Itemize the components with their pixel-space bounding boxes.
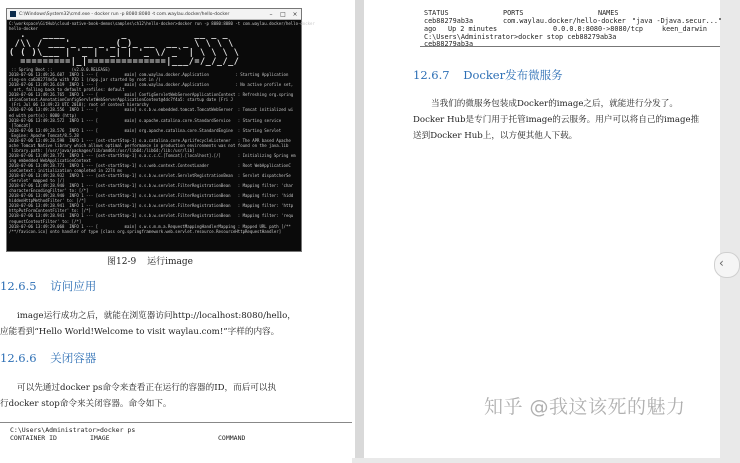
- section-heading-12-6-7: [413, 67, 563, 83]
- code-column-command: COMMAND: [218, 434, 246, 442]
- terminal-line: library.path: [/usr/java/packages/lib/amd64:/usr/lib64:/lib64:/lib:/usr/lib]: [9, 147, 195, 153]
- code-header-status: STATUS: [424, 9, 449, 17]
- terminal-line: 2018-07-06 13:49:28.941 INFO 1 --- [ost-startStop-1] o.s.b.w.servlet.FilterRegistrationBean : Mapping filter: 'http: [9, 203, 294, 209]
- terminal-line: :: Spring Boot :: (v2.0.0.RELEASE): [9, 67, 111, 73]
- terminal-line: 2018-07-06 13:49:26.619 INFO 1 --- [ main] com.waylau.docker.Application : No active profile set,: [9, 82, 294, 88]
- paragraph-line: image运行成功之后，就能在浏览器访问http://localhost:8080/hello，: [17, 311, 296, 321]
- figure-title: 运行image: [147, 257, 193, 267]
- section-title: Docker发布微服务: [463, 68, 563, 82]
- terminal-line: requestContextFilter' to: [/*]: [9, 218, 82, 224]
- minimize-icon: –: [269, 10, 273, 18]
- terminal-titlebar: [7, 9, 301, 20]
- code-line: ceb88279ab3a: [424, 40, 474, 48]
- terminal-line: 2018-07-06 13:49:28.598 INFO 1 --- [ost-startStop-1] o.a.catalina.core.AprLifecycleListener : The APR based Apache: [9, 137, 291, 143]
- chevron-left-icon: ‹: [719, 256, 724, 270]
- terminal-line: ( ( )\___ | '_ | '_| | '_ \/ _` | \ \ \ \: [9, 48, 240, 59]
- terminal-line: =========|_|==============|___/=/_/_/_/: [9, 57, 240, 68]
- terminal-line: hello-docker: [9, 26, 38, 32]
- terminal-line: 2018-07-06 13:49:28.771 INFO 1 --- [ost-startStop-1] o.s.web.context.ContextLoader : Root WebApplicationC: [9, 162, 291, 168]
- maximize-icon: □: [280, 10, 286, 18]
- terminal-line: 2018-07-06 13:49:28.576 INFO 1 --- [ main] org.apache.catalina.core.StandardEngine : Starting Servlet: [9, 127, 282, 133]
- code-cell: 0.0.0.0:8080->8080/tcp: [553, 25, 644, 33]
- terminal-line: ed with port(s): 8080 (http): [9, 112, 77, 118]
- terminal-line: 2018-07-06 13:49:28.771 INFO 1 --- [ost-startStop-1] o.a.c.c.C.[Tomcat].[localhost].[/] : Initializing Spring em: [9, 152, 296, 158]
- terminal-line: hiddenHttpMethodFilter' to: [/*]: [9, 198, 87, 204]
- code-cell: ceb88279ab3a: [424, 17, 474, 25]
- terminal-line: 2018-07-06 13:49:26.765 INFO 1 --- [ main] ConfigServletWebServerApplicationContext : Refreshing org.spring: [9, 92, 294, 98]
- terminal-line: rServlet' mapped to [/]: [9, 178, 65, 184]
- terminal-line: C:\workspace\GitHub\cloud-native-book-demos\samples\ch12\hello-docker>docker run -p 8080:8080 -t com.waylau.docker/hello-docker: [9, 21, 315, 26]
- section-heading-12-6-6: [0, 350, 96, 366]
- code-cell: Up 2 minutes: [448, 25, 498, 33]
- left-page: [0, 0, 355, 458]
- section-title: 关闭容器: [50, 351, 97, 365]
- paragraph-line: 当我们的微服务包装成Docker的image之后，就能进行分发了。: [431, 99, 678, 109]
- terminal-line: 2018-07-06 13:49:29.068 INFO 1 --- [ main] s.w.s.m.m.a.RequestMappingHandlerMapping : Mapped URL path [/**: [9, 223, 291, 229]
- terminal-line: ring-on ca6382774e5a with PID 1 (/app.jar started by root in /): [9, 77, 161, 83]
- terminal-line: characterEncodingFilter' to: [/*]: [9, 188, 89, 194]
- code-column-image: IMAGE: [90, 434, 110, 442]
- code-cell: ago: [424, 25, 437, 33]
- terminal-line: 2018-07-06 13:49:28.556 INFO 1 --- [ main] o.s.b.w.embedded.tomcat.TomcatWebServer : Tomcat initialized wi: [9, 107, 294, 113]
- terminal-line: 2018-07-06 13:49:28.940 INFO 1 --- [ost-startStop-1] o.s.b.w.servlet.FilterRegistrationBean : Mapping filter: 'hidd: [9, 193, 294, 199]
- terminal-output: [7, 20, 315, 235]
- cmd-icon: [10, 11, 16, 17]
- code-line: C:\Users\Administrator>docker ps: [10, 426, 136, 434]
- section-number: 12.6.6: [0, 351, 37, 365]
- section-number: 12.6.7: [413, 68, 450, 82]
- code-header-ports: PORTS: [503, 9, 524, 17]
- figure-number: 图12-9: [107, 257, 137, 267]
- code-header-names: NAMES: [598, 9, 619, 17]
- right-page: [364, 0, 723, 458]
- code-cell: keen_darwin: [662, 25, 708, 33]
- terminal-line: 2018-07-06 13:49:28.572 INFO 1 --- [ main] o.apache.catalina.core.StandardService : Starting service: [9, 117, 282, 123]
- code-column-container-id: CONTAINER ID: [10, 434, 57, 442]
- code-block-border: [420, 46, 720, 47]
- paragraph-line: 送到Docker Hub上，以方便其他人下载。: [413, 131, 578, 141]
- terminal-screenshot: [6, 8, 315, 252]
- terminal-line: 2018-07-06 13:49:28.932 INFO 1 --- [ost-startStop-1] o.s.b.w.servlet.ServletRegistrationBean : Servlet dispatcherSe: [9, 173, 291, 179]
- terminal-line: ing embedded WebApplicationContext: [9, 157, 91, 163]
- code-block: [0, 422, 352, 463]
- terminal-line: ationContext.AnnotationConfigServletWebServerApplicationContext@4dc7f4a5: startup date [Fri J: [9, 97, 233, 103]
- terminal-line: httpPutFormContentFilter' to: [/*]: [9, 208, 91, 214]
- terminal-line: ort, falling back to default profiles: default: [9, 87, 125, 93]
- figure-caption: [0, 254, 300, 267]
- section-number: 12.6.5: [0, 279, 37, 293]
- terminal-line: ache Tomcat Native library which allows optimal performance in production environments was not found on the java.lib: [9, 142, 289, 148]
- section-heading-12-6-5: [0, 278, 96, 294]
- terminal-title: C:\Windows\System32\cmd.exe - docker run -p 8080:8080 -t com.waylau.docker/hello-docker: [19, 11, 230, 17]
- terminal-line: 2018-07-06 13:49:26.607 INFO 1 --- [ main] com.waylau.docker.Application : Starting Application: [9, 72, 289, 78]
- page-gutter: [355, 0, 364, 458]
- close-icon: ×: [292, 10, 298, 18]
- paragraph-line: 可以先通过docker ps命令来查看正在运行的容器的ID，而后可以执: [17, 383, 277, 393]
- terminal-line: 2018-07-06 13:49:28.940 INFO 1 --- [ost-startStop-1] o.s.b.w.servlet.FilterRegistrationBean : Mapping filter: 'char: [9, 183, 294, 189]
- terminal-line: ionContext: initialization completed in 2274 ms: [9, 168, 123, 174]
- terminal-line: /**/favicon.ico] onto handler of type [class org.springframework.web.servlet.resource.ResourceHttpRequestHandler]: [9, 228, 282, 234]
- paragraph-line: Docker Hub是专门用于托管image的云服务。用户可以将自己的image推: [413, 115, 700, 125]
- terminal-line: Engine: Apache Tomcat/8.5.28: [9, 132, 79, 138]
- terminal-line: (Fri Jul 06 13:49:23 UTC 2018); root of context hierarchy: [9, 102, 149, 108]
- watermark: 知乎 @我这该死的魅力: [484, 396, 686, 418]
- paragraph-line: 行docker stop命令来关闭容器。命令如下。: [0, 399, 172, 409]
- code-cell: com.waylau.docker/hello-docker: [503, 17, 626, 25]
- page-nav-button[interactable]: [714, 252, 740, 278]
- terminal-line: /\\ / ___'_ __ _ _(_)_ __ __ _ \ \ \ \: [9, 39, 234, 50]
- section-title: 访问应用: [50, 279, 97, 293]
- terminal-line: . ____ _ __ _ _: [9, 30, 229, 41]
- paragraph-line: 应能看到“Hello World!Welcome to visit waylau.com!”字样的内容。: [0, 327, 280, 337]
- code-cell: "java -Djava.secur...": [632, 17, 723, 25]
- terminal-line: [Tomcat]: [9, 122, 31, 128]
- terminal-line: 2018-07-06 13:49:28.941 INFO 1 --- [ost-startStop-1] o.s.b.w.servlet.FilterRegistrationBean : Mapping filter: 'requ: [9, 213, 294, 219]
- code-line: C:\Users\Administrator>docker stop ceb88279ab3a: [424, 33, 617, 41]
